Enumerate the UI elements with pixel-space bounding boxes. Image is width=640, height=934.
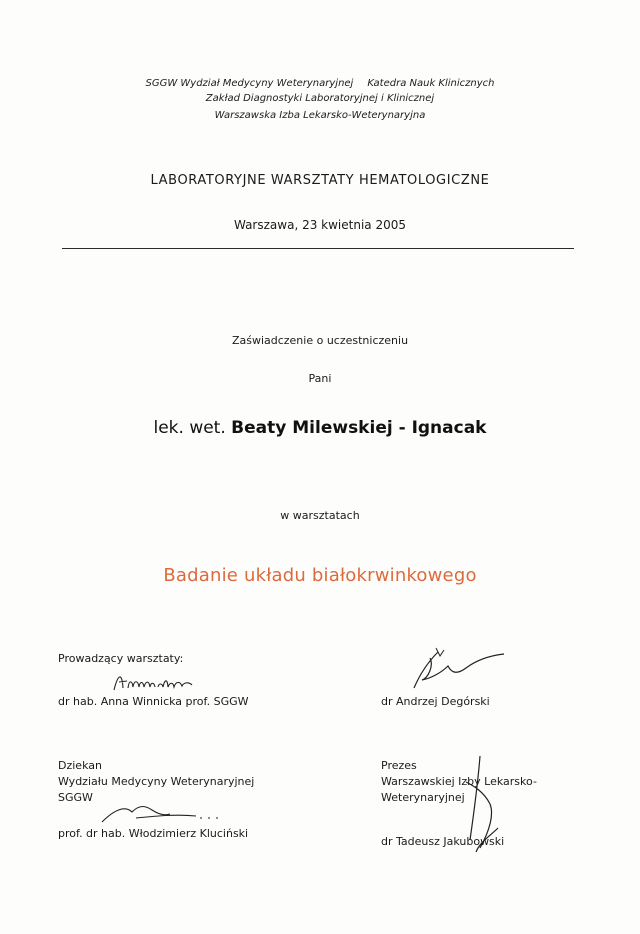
president-role-line1: Prezes (381, 759, 417, 772)
header-university-faculty: SGGW Wydział Medycyny Weterynaryjnej (145, 78, 354, 89)
event-title: LABORATORYJNE WARSZTATY HEMATOLOGICZNE (150, 173, 490, 188)
leader-signature (110, 668, 200, 696)
dean-role-line2: Wydziału Medycyny Weterynaryjnej (58, 775, 255, 788)
dean-signature (96, 800, 236, 828)
recipient-name: Beaty Milewskiej - Ignacak (231, 418, 487, 438)
recipient (0, 418, 640, 438)
president-role-line3: Weterynaryjnej (381, 791, 465, 804)
header-department: Katedra Nauk Klinicznych (367, 78, 495, 89)
place-date: Warszawa, 23 kwietnia 2005 (233, 218, 406, 232)
header-institution-line (0, 78, 640, 89)
dean-name: prof. dr hab. Włodzimierz Kluciński (58, 827, 249, 840)
degorski-signature (400, 644, 520, 692)
divider-line (62, 248, 574, 249)
header-laboratory: Zakład Diagnostyki Laboratoryjnej i Klinicznej (205, 93, 435, 104)
participation-text: w warsztatach (280, 509, 360, 522)
president-name: dr Tadeusz Jakubowski (381, 835, 505, 848)
leader-name: dr hab. Anna Winnicka prof. SGGW (58, 695, 249, 708)
recipient-prefix: lek. wet. (153, 418, 226, 438)
degorski-name: dr Andrzej Degórski (381, 695, 490, 708)
certificate-title: Zaświadczenie o uczestniczeniu (231, 334, 409, 347)
dean-role-line3: SGGW (58, 791, 93, 804)
leader-role: Prowadzący warsztaty: (58, 652, 184, 665)
salutation: Pani (308, 372, 332, 385)
workshop-name: Badanie układu białokrwinkowego (163, 565, 477, 586)
header-chamber: Warszawska Izba Lekarsko-Weterynaryjna (214, 110, 426, 121)
dean-role-line1: Dziekan (58, 759, 102, 772)
president-role-line2: Warszawskiej Izby Lekarsko- (381, 775, 537, 788)
